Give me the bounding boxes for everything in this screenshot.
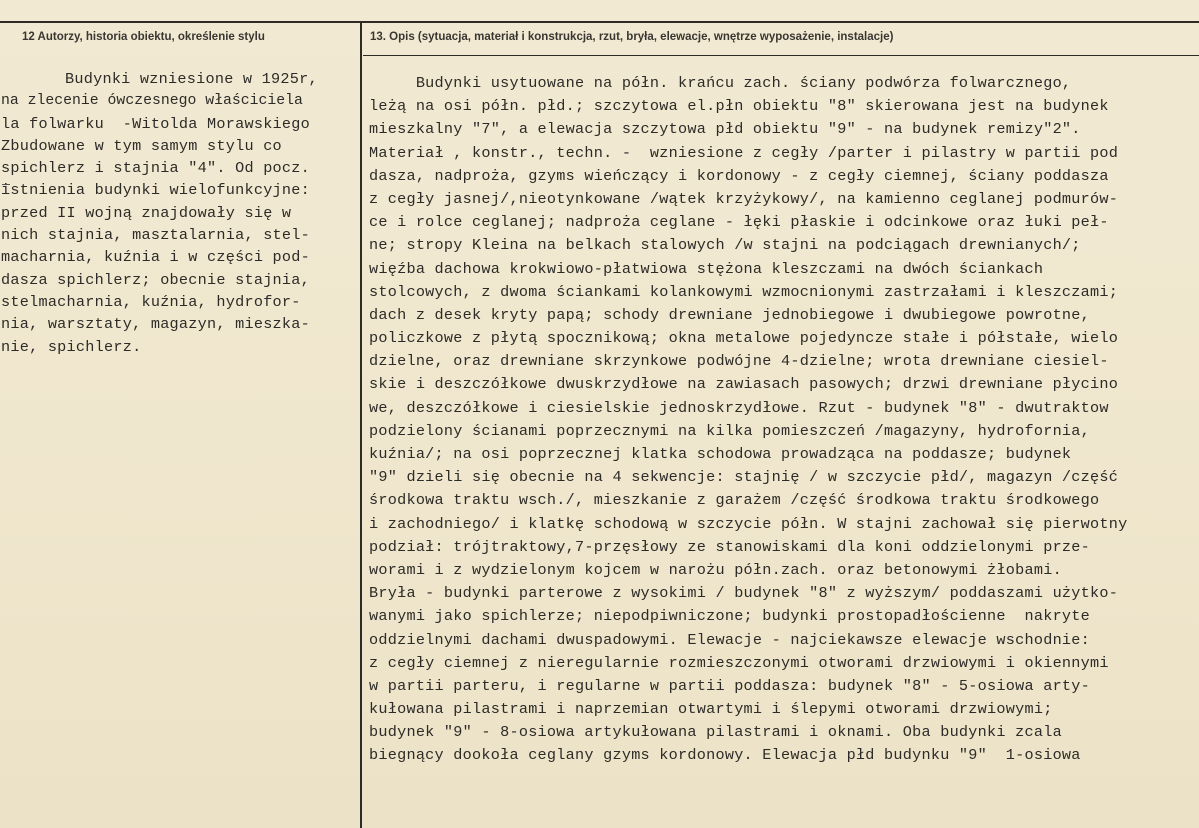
text-line: la folwarku -Witolda Morawskiego [1,114,311,133]
text-line: podział: trójtraktowy,7-przęsłowy ze stanowiskami dla koni oddzielonymi prze- [369,537,1091,556]
text-line: na zlecenie ówczesnego właściciela [1,93,303,110]
text-line: kuźnia/; na osi poprzecznej klatka schodowa prowadząca na poddasze; budynek [369,445,1072,463]
text-line: Budynki wzniesione w 1925r, [65,70,318,88]
text-line: dasza, nadproża, gzyms wieńczący i kordonowy - z cegły ciemnej, ściany poddasza [369,166,1109,185]
text-line: biegnący dookoła ceglany gzyms kordonowy. Elewacja płd budynku "9" 1-osiowa [369,746,1081,765]
text-line: "9" dzieli się obecnie na 4 sekwencje: stajnię / w szczycie płd/, magazyn /część [369,468,1119,487]
authors-history-text [1,68,355,358]
text-line: ce i rolce ceglanej; nadproża ceglane - łęki płaskie i odcinkowe oraz łuki peł- [369,213,1109,232]
text-line: spichlerz i stajnia "4". Od pocz. [1,159,311,178]
text-line: ne; stropy Kleina na belkach stalowych /w stajni na podciągach drewnianych/; [369,236,1081,255]
text-line: leżą na osi półn. płd.; szczytowa el.płn obiektu "8" skierowana jest na budynek [369,97,1109,116]
text-line: macharnia, kuźnia i w części pod- [1,248,311,267]
text-line: policzkowe z płytą spocznikową; okna metalowe pojedyncze stałe i półstałe, wielo [369,329,1119,348]
text-line: Zbudowane w tym samym stylu co [1,136,282,155]
text-line: Bryła - budynki parterowe z wysokimi / budynek "8" z wyższym/ poddaszami użytko- [369,584,1119,603]
text-line: nie, spichlerz. [1,337,142,356]
section-12-header: 12 Autorzy, historia obiektu, określenie stylu [22,31,265,43]
text-line: worami i z wydzielonym kojcem w narożu półn.zach. oraz betonowymi żłobami. [369,560,1062,579]
text-line: w partii parteru, i regularne w partii poddasza: budynek "8" - 5-osiowa arty- [369,676,1091,695]
text-line: dasza spichlerz; obecnie stajnia, [1,270,311,289]
text-line: oddzielnymi dachami dwuspadowymi. Elewacje - najciekawsze elewacje wschodnie: [369,630,1091,649]
text-line: dach z desek kryty papą; schody drewniane jednobiegowe i dwubiegowe powrotne, [369,305,1091,324]
text-line: Budynki usytuowane na półn. krańcu zach. ściany podwórza folwarcznego, [369,74,1072,92]
text-line: skie i deszczółkowe dwuskrzydłowe na zawiasach pasowych; drzwi drewniane płycino [369,375,1119,394]
text-line: istnienia budynki wielofunkcyjne: [1,181,311,200]
description-text [369,72,1199,768]
text-line: dzielne, oraz drewniane skrzynkowe podwójne 4-dzielne; wrota drewniane ciesiel- [369,352,1109,371]
top-border-line [0,21,1199,23]
text-line: Materiał , konstr., techn. - wzniesione z cegły /parter i pilastry w partii pod [369,143,1119,162]
text-line: mieszkalny "7", a elewacja szczytowa płd obiektu "9" - na budynek remizy"2". [369,120,1081,139]
text-line: więźba dachowa krokwiowo-płatwiowa stężona kleszczami na dwóch ściankach [369,259,1044,278]
section-13-header: 13. Opis (sytuacja, materiał i konstrukcja, rzut, bryła, elewacje, wnętrze wyposażenie, instalacje) [370,31,894,43]
text-line: podzielony ścianami poprzecznymi na kilka pomieszczeń /magazyny, hydrofornia, [369,421,1091,440]
text-line: kułowana pilastrami i naprzemian otwartymi i ślepymi otworami drzwiowymi; [369,700,1053,719]
text-line: nich stajnia, masztalarnia, stel- [1,226,311,245]
header-divider-line [363,55,1199,56]
text-line: nia, warsztaty, magazyn, mieszka- [1,315,311,334]
text-line: budynek "9" - 8-osiowa artykułowana pilastrami i oknami. Oba budynki zcala [369,723,1062,742]
text-line: przed II wojną znajdowały się w [1,203,292,222]
text-line: z cegły jasnej/,nieotynkowane /wątek krzyżykowy/, na kamienno ceglanej podmurów- [369,189,1119,208]
text-line: stolcowych, z dwoma ściankami kolankowymi wzmocnionymi zastrzałami i kleszczami; [369,282,1119,301]
text-line: we, deszczółkowe i ciesielskie jednoskrzydłowe. Rzut - budynek "8" - dwutraktow [369,398,1109,417]
text-line: środkowa traktu wsch./, mieszkanie z garażem /część środkowa traktu środkowego [369,491,1100,510]
text-line: z cegły ciemnej z nieregularnie rozmieszczonymi otworami drzwiowymi i okiennymi [369,653,1109,672]
column-divider-line [360,21,362,828]
text-line: stelmacharnia, kuźnia, hydrofor- [1,292,301,311]
text-line: i zachodniego/ i klatkę schodową w szczycie półn. W stajni zachował się pierwotny [369,514,1128,533]
text-line: wanymi jako spichlerze; niepodpiwniczone; budynki prostopadłościenne nakryte [369,607,1091,626]
